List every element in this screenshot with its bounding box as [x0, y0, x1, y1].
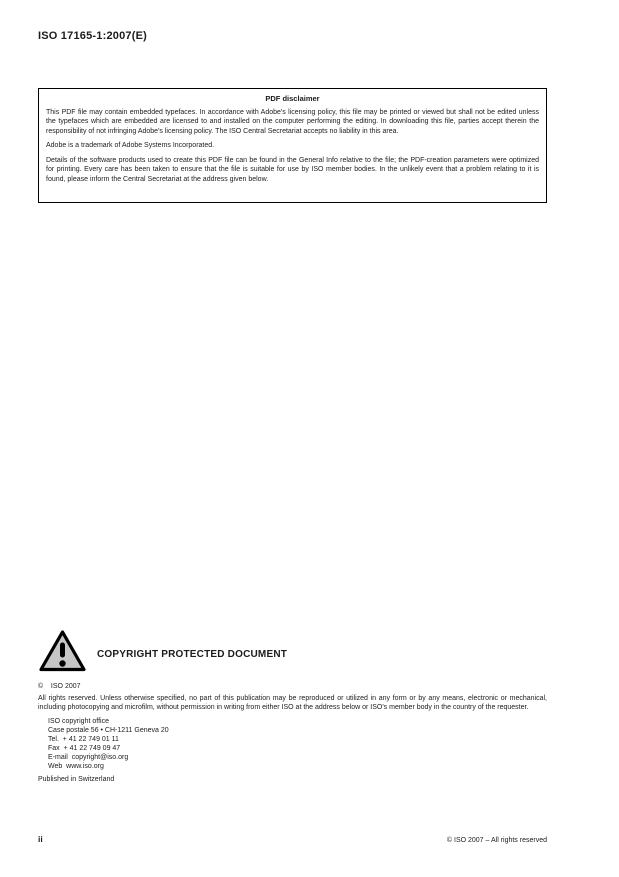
address-line-email: E-mail copyright@iso.org — [48, 753, 129, 761]
copyright-section — [38, 629, 547, 783]
rights-reserved-paragraph: All rights reserved. Unless otherwise specified, no part of this publication may be reproduced or utilized in any form or by any means, electronic or mechanical, including photocopying and microfilm, without permission in writing from either ISO at the address below or ISO's member body in the country of the requester. — [38, 695, 547, 712]
disclaimer-paragraph: This PDF file may contain embedded typefaces. In accordance with Adobe's licensing policy, this file may be printed or viewed but shall not be edited unless the typefaces which are embedded are licensed to and installed on the computer performing the editing. In downloading this file, parties accept therein the responsibility of not infringing Adobe's licensing policy. The ISO Central Secretariat accepts no liability in this area. — [46, 109, 539, 135]
warning-triangle-icon — [38, 629, 87, 673]
address-line-web: Web www.iso.org — [48, 762, 104, 770]
page-title: ISO 17165-1:2007(E) — [38, 30, 147, 42]
copyright-year-line: © ISO 2007 — [38, 683, 81, 690]
page-footer — [38, 834, 547, 844]
address-line-office: ISO copyright office — [48, 717, 109, 725]
iso-address-block — [48, 717, 547, 771]
footer-copyright-text: © ISO 2007 – All rights reserved — [446, 837, 547, 844]
pdf-disclaimer-title: PDF disclaimer — [265, 94, 320, 103]
address-line-postal: Case postale 56 • CH-1211 Geneva 20 — [48, 726, 169, 734]
pdf-disclaimer-box — [38, 88, 547, 203]
copyright-protected-title: COPYRIGHT PROTECTED DOCUMENT — [97, 648, 288, 660]
published-in-line: Published in Switzerland — [38, 775, 115, 783]
address-line-tel: Tel. + 41 22 749 01 11 — [48, 735, 119, 743]
copyright-header — [38, 629, 547, 673]
page-number: ii — [38, 834, 43, 844]
address-line-fax: Fax + 41 22 749 09 47 — [48, 744, 121, 752]
disclaimer-paragraph: Adobe is a trademark of Adobe Systems Incorporated. — [46, 142, 215, 150]
disclaimer-paragraph: Details of the software products used to create this PDF file can be found in the General Info relative to the file; the PDF-creation parameters were optimized for printing. Every care has been taken to ensure that the file is suitable for use by ISO member bodies. In the unlikely event that a problem relating to it is found, please inform the Central Secretariat at the address given below. — [46, 157, 539, 183]
